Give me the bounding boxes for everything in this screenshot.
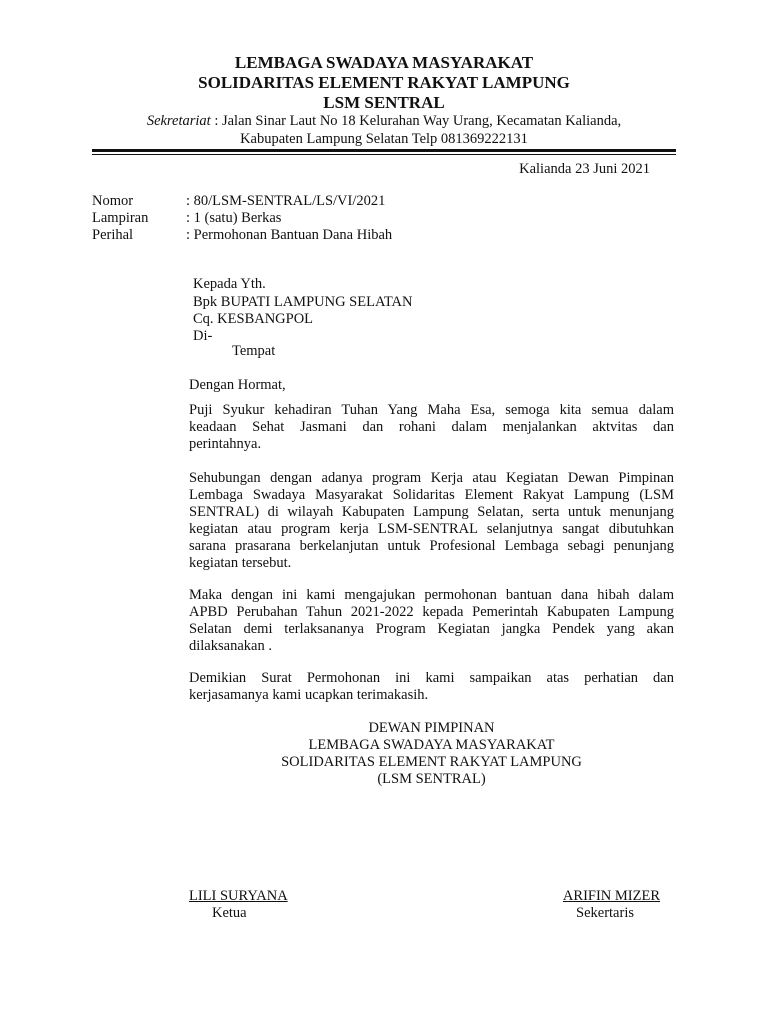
closing-line4: (LSM SENTRAL) — [377, 771, 486, 787]
paragraph-line: dilaksanakan . — [189, 638, 272, 654]
signatory-name-sekertaris: ARIFIN MIZER — [562, 888, 660, 904]
letterhead-address-2: Kabupaten Lampung Selatan Telp 081369222131 — [240, 131, 528, 147]
meta-value-nomor: : 80/LSM-SENTRAL/LS/VI/2021 — [186, 193, 386, 209]
paragraph-line: Puji Syukur kehadiran Tuhan Yang Maha Esa, semoga kita semua dalam — [189, 402, 674, 418]
letterhead-line1: LEMBAGA SWADAYA MASYARAKAT — [234, 53, 534, 72]
paragraph-4 — [189, 670, 674, 704]
paragraph-3 — [189, 587, 674, 655]
letterhead-line3: LSM SENTRAL — [323, 93, 445, 112]
signatory-name-ketua: LILI SURYANA — [189, 888, 288, 904]
signatory-role-sekertaris: Sekertaris — [576, 905, 634, 921]
recipient-line2: Bpk BUPATI LAMPUNG SELATAN — [193, 294, 413, 310]
address-label: Sekretariat — [146, 113, 211, 129]
paragraph-line: SENTRAL) di wilayah Kabupaten Lampung Selatan, serta untuk menunjang — [189, 504, 674, 520]
meta-label-lampiran: Lampiran — [92, 210, 149, 226]
paragraph-line: Selatan demi terlaksananya Program Kegiatan jangka Pendek yang akan — [189, 621, 674, 637]
address-text: : Jalan Sinar Laut No 18 Kelurahan Way Urang, Kecamatan Kalianda, — [210, 113, 622, 129]
meta-label-perihal: Perihal — [92, 227, 134, 243]
closing-line1: DEWAN PIMPINAN — [368, 720, 495, 736]
letterhead-rule-thin — [92, 154, 676, 155]
meta-value-perihal: : Permohonan Bantuan Dana Hibah — [186, 227, 393, 243]
paragraph-line: kegiatan atau program kerja LSM-SENTRAL selanjutnya sangat dibutuhkan — [189, 521, 674, 537]
paragraph-2 — [189, 470, 674, 572]
paragraph-line: kegiatan tersebut. — [189, 555, 292, 571]
salutation: Dengan Hormat, — [189, 377, 286, 393]
paragraph-1 — [189, 402, 674, 453]
recipient-line3: Cq. KESBANGPOL — [193, 311, 314, 327]
meta-value-lampiran: : 1 (satu) Berkas — [186, 210, 282, 226]
paragraph-line: sarana prasarana berkelanjutan untuk Profesional Lembaga sebagi penunjang — [189, 538, 674, 554]
letterhead-line2: SOLIDARITAS ELEMENT RAKYAT LAMPUNG — [198, 73, 570, 92]
paragraph-line: Sehubungan dengan adanya program Kerja atau Kegiatan Dewan Pimpinan — [189, 470, 674, 486]
closing-line2: LEMBAGA SWADAYA MASYARAKAT — [308, 737, 555, 753]
recipient-line5: Tempat — [232, 343, 276, 359]
paragraph-line: APBD Perubahan Tahun 2021-2022 kepada Pemerintah Kabupaten Lampung — [189, 604, 674, 620]
recipient-line1: Kepada Yth. — [193, 276, 266, 292]
letterhead-address-1 — [0, 112, 768, 131]
paragraph-line: keadaan Sehat Jasmani dan rohani dalam menjalankan aktvitas dan — [189, 419, 674, 435]
letterhead-rule-thick — [92, 149, 676, 152]
paragraph-line: Demikian Surat Permohonan ini kami sampaikan atas perhatian dan — [189, 670, 674, 686]
letter-date: Kalianda 23 Juni 2021 — [519, 161, 650, 177]
paragraph-line: perintahnya. — [189, 436, 262, 452]
signatory-role-ketua: Ketua — [212, 905, 247, 921]
meta-label-nomor: Nomor — [92, 193, 134, 209]
paragraph-line: kerjasamanya kami ucapkan terimakasih. — [189, 687, 429, 703]
closing-line3: SOLIDARITAS ELEMENT RAKYAT LAMPUNG — [281, 754, 582, 770]
paragraph-line: Maka dengan ini kami mengajukan permohonan bantuan dana hibah dalam — [189, 587, 674, 603]
recipient-line4: Di- — [193, 328, 213, 344]
paragraph-line: Lembaga Swadaya Masyarakat Solidaritas Element Rakyat Lampung (LSM — [189, 487, 674, 503]
